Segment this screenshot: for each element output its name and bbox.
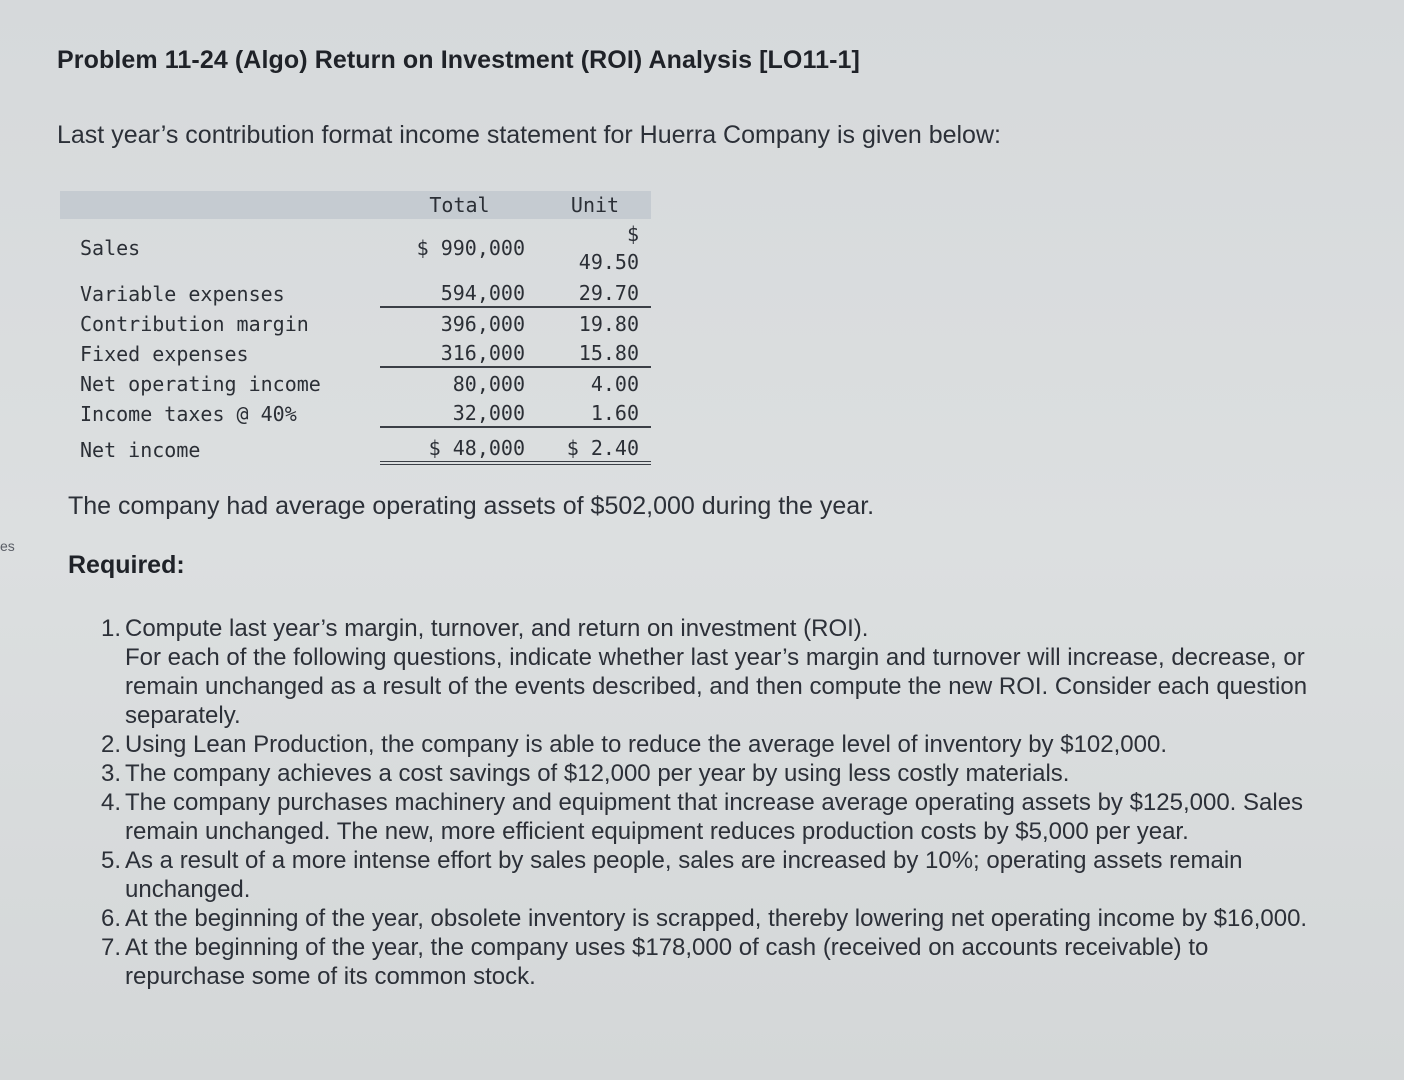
table-row-net-operating-income	[60, 367, 651, 397]
row-total: 316,000	[380, 337, 539, 367]
question-subtext: For each of the following questions, indicate whether last year’s margin and turnover will increase, decrease, or remain unchanged as a result of the events described, and then compute the new ROI. Consider each question separately.	[125, 644, 1308, 729]
header-unit: Unit	[539, 191, 651, 219]
header-total: Total	[380, 191, 539, 219]
row-total: $ 48,000	[380, 427, 539, 463]
question-item-1	[101, 614, 1331, 730]
row-unit: $ 2.40	[539, 427, 651, 463]
row-label: Net operating income	[80, 372, 321, 396]
row-label: Contribution margin	[80, 312, 309, 336]
assets-narrative: The company had average operating assets of $502,000 during the year.	[68, 492, 875, 520]
question-number: 6.	[101, 905, 122, 932]
row-label: Sales	[80, 236, 141, 260]
table-row-income-taxes	[60, 397, 651, 427]
table-row-fixed-expenses	[60, 337, 651, 367]
question-number: 7.	[101, 934, 122, 961]
question-text: Using Lean Production, the company is able to reduce the average level of inventory by $102,000.	[125, 731, 1167, 758]
question-item-5	[101, 846, 1331, 904]
problem-title: Problem 11-24 (Algo) Return on Investment (ROI) Analysis [LO11-1]	[57, 46, 860, 74]
edge-text-fragment: es	[0, 538, 15, 554]
question-list	[101, 614, 1331, 991]
header-blank	[60, 191, 380, 219]
row-label: Fixed expenses	[80, 342, 249, 366]
table-row-contribution-margin	[60, 307, 651, 337]
row-total: 32,000	[380, 397, 539, 427]
row-unit: 19.80	[578, 312, 639, 336]
row-unit: 1.60	[539, 397, 651, 427]
problem-page	[57, 46, 1377, 990]
question-text: The company purchases machinery and equipment that increase average operating assets by $125,000. Sales remain unchanged. The new, more efficient equipment reduces production costs by $5,000 per year.	[125, 789, 1304, 845]
question-number: 2.	[101, 731, 122, 758]
row-unit: 4.00	[590, 372, 639, 396]
question-item-3	[101, 759, 1331, 788]
table-row-net-income	[60, 427, 651, 463]
row-label: Net income	[80, 438, 201, 462]
row-unit: 49.50	[578, 250, 639, 274]
income-statement-table	[60, 191, 651, 465]
row-label: Income taxes @ 40%	[80, 402, 297, 426]
required-heading: Required:	[68, 551, 185, 579]
row-unit: 29.70	[539, 277, 651, 307]
question-item-6	[101, 904, 1331, 933]
row-total: 396,000	[440, 312, 525, 336]
question-number: 4.	[101, 789, 122, 816]
question-number: 5.	[101, 847, 122, 874]
intro-text: Last year’s contribution format income statement for Huerra Company is given below:	[57, 121, 1001, 149]
row-total: 80,000	[452, 372, 525, 396]
question-text: The company achieves a cost savings of $12,000 per year by using less costly materials.	[125, 760, 1070, 787]
row-unit-currency: $	[626, 222, 639, 246]
question-item-4	[101, 788, 1331, 846]
question-number: 1.	[101, 615, 122, 642]
row-unit-cell	[539, 219, 651, 277]
row-total: $ 990,000	[416, 236, 525, 260]
table-header-row	[60, 191, 651, 219]
question-text: As a result of a more intense effort by sales people, sales are increased by 10%; operating assets remain unchanged.	[125, 847, 1243, 903]
row-unit: 15.80	[539, 337, 651, 367]
table-row-sales	[60, 219, 651, 277]
question-text: At the beginning of the year, obsolete inventory is scrapped, thereby lowering net operating income by $16,000.	[125, 905, 1308, 932]
row-total: 594,000	[380, 277, 539, 307]
question-number: 3.	[101, 760, 122, 787]
row-label: Variable expenses	[80, 282, 285, 306]
question-text: Compute last year’s margin, turnover, and return on investment (ROI).	[125, 615, 869, 642]
question-item-7	[101, 933, 1331, 991]
question-text: At the beginning of the year, the company uses $178,000 of cash (received on accounts receivable) to repurchase some of its common stock.	[125, 934, 1209, 990]
table-row-variable-expenses	[60, 277, 651, 307]
question-item-2	[101, 730, 1331, 759]
